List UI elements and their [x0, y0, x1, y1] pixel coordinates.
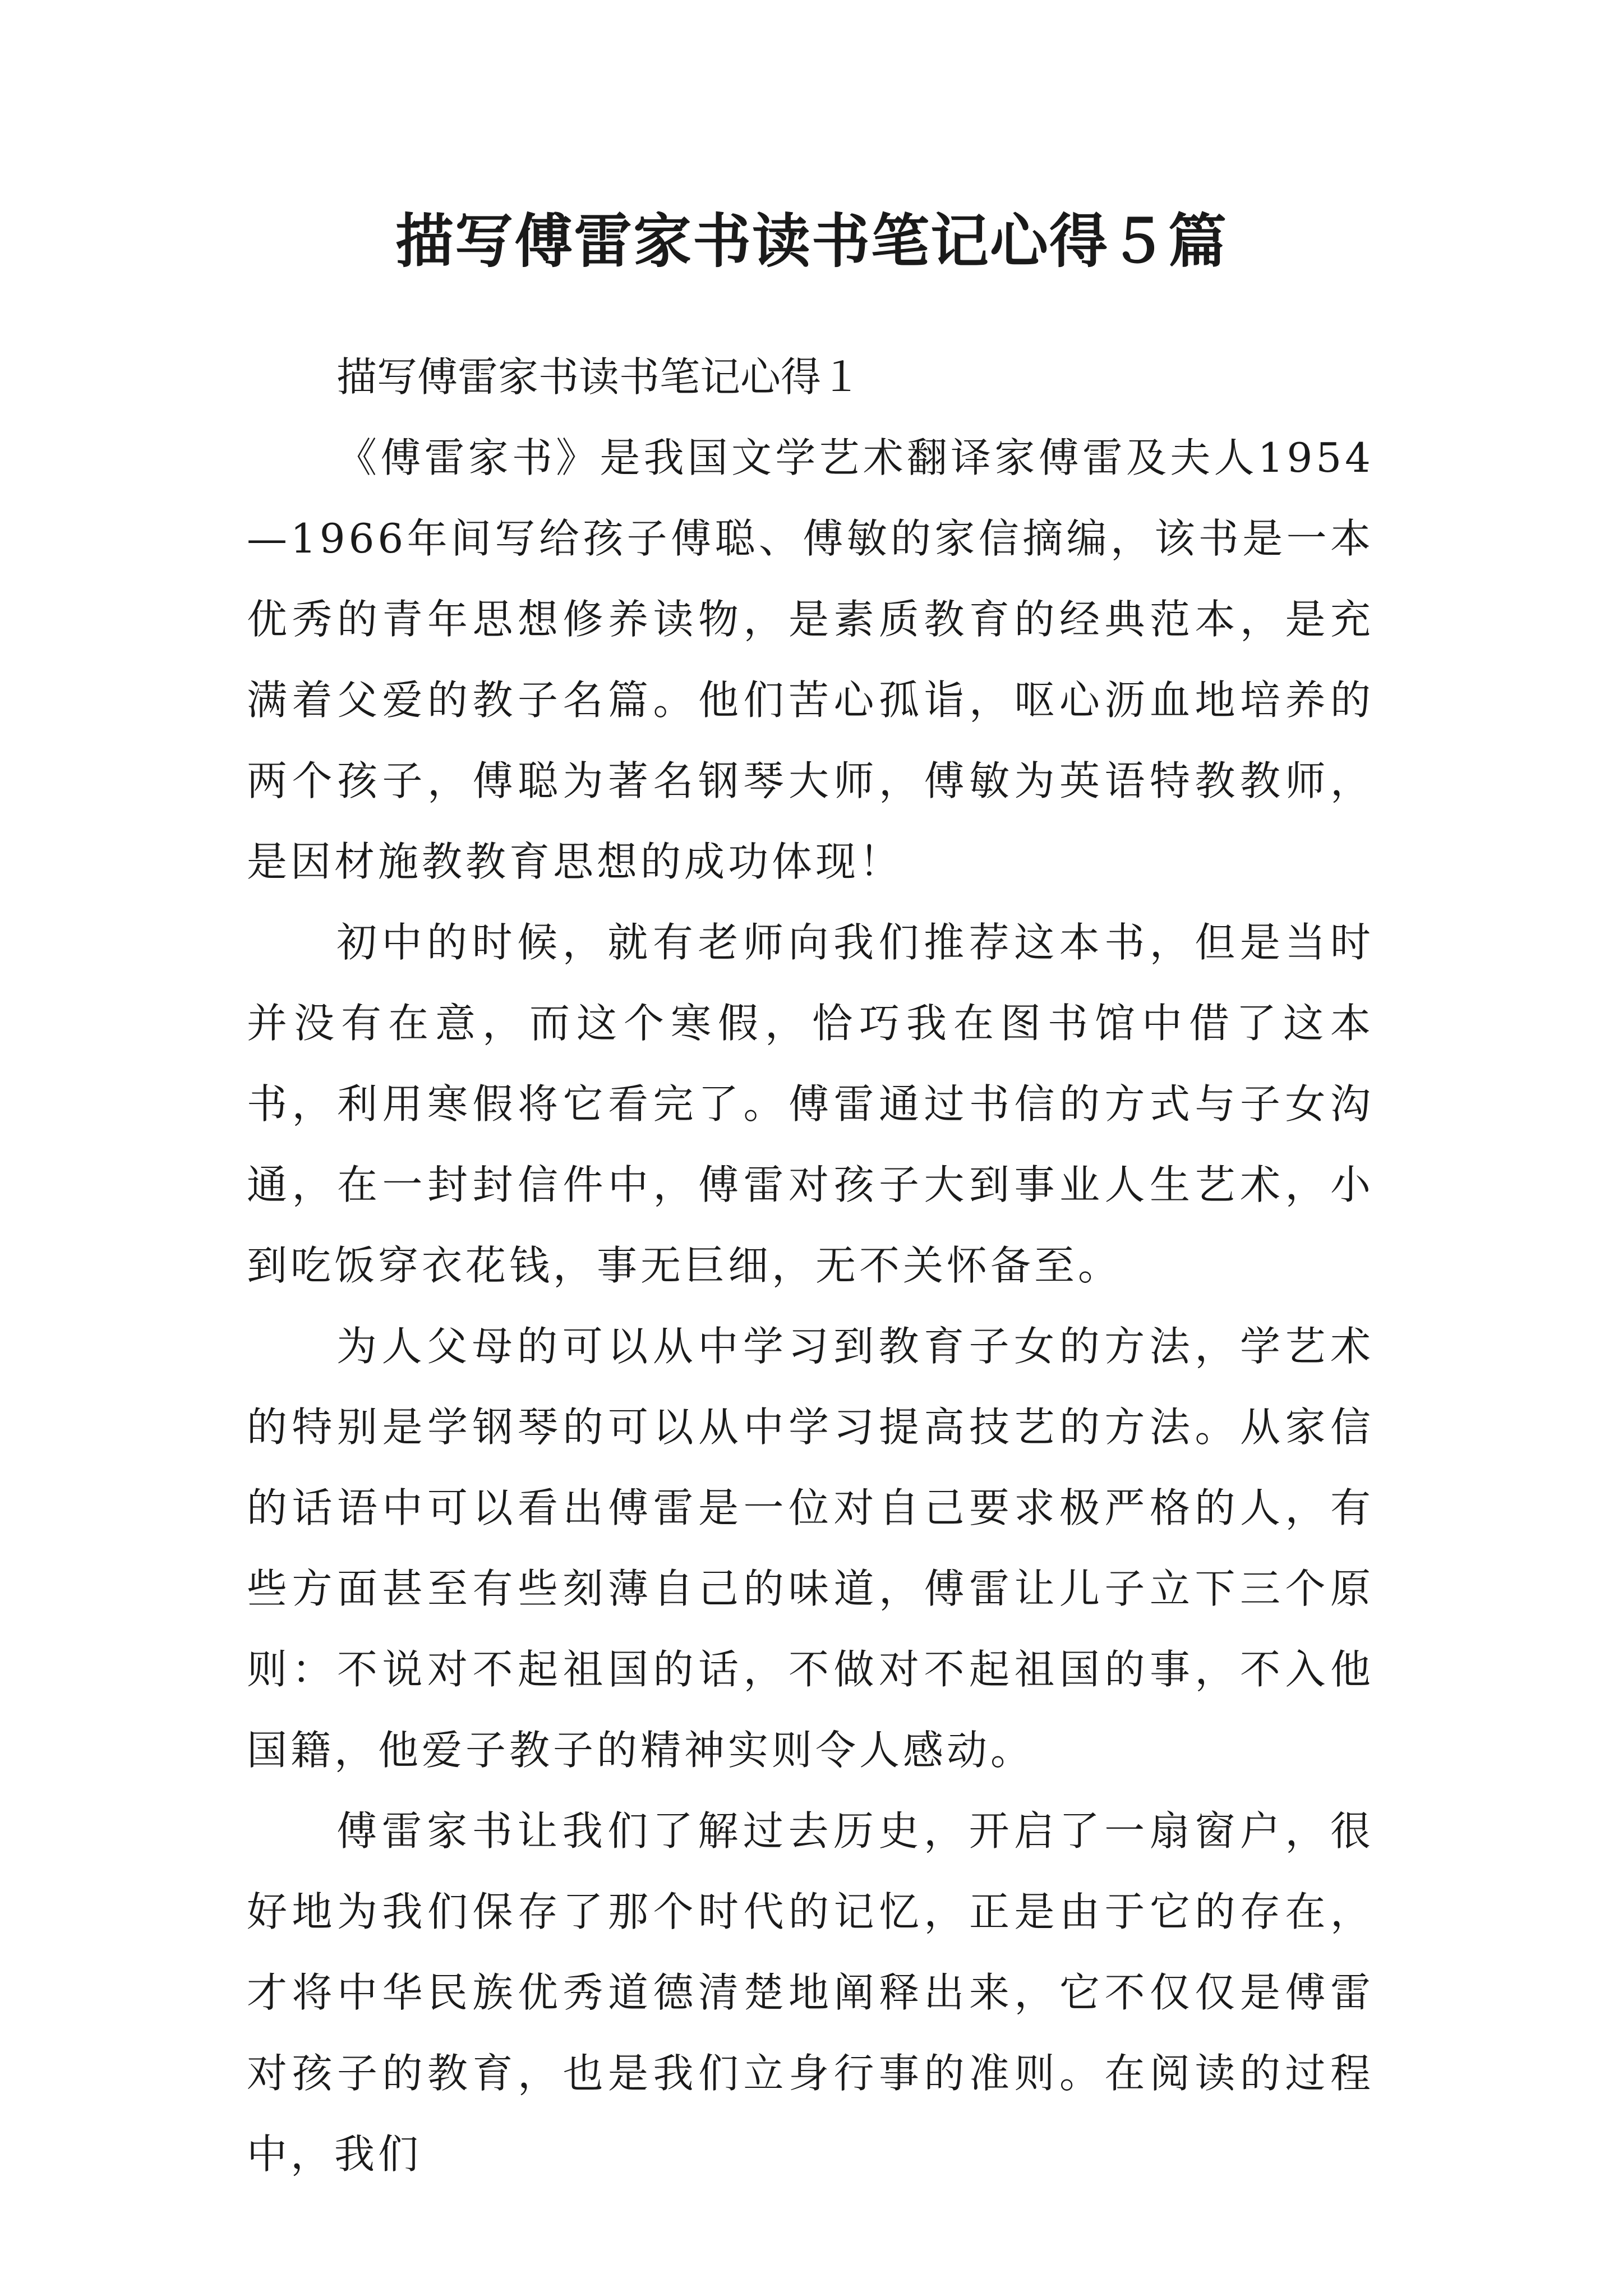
paragraph-1: 《傅雷家书》是我国文学艺术翻译家傅雷及夫人1954—1966年间写给孩子傅聪、傅敏的家信摘编，该书是一本优秀的青年思想修养读物，是素质教育的经典范本，是充满着父爱的教子名篇。他们苦心孤诣，呕心沥血地培养的两个孩子，傅聪为著名钢琴大师，傅敏为英语特教教师，是因材施教教育思想的成功体现！ — [247, 434, 1374, 885]
section-heading: 描写傅雷家书读书笔记心得１ — [336, 353, 862, 401]
document-body — [247, 337, 1374, 2194]
document-title: 描写傅雷家书读书笔记心得５篇 — [395, 206, 1228, 275]
paragraph-3: 为人父母的可以从中学习到教育子女的方法，学艺术的特别是学钢琴的可以从中学习提高技艺的方法。从家信的话语中可以看出傅雷是一位对自己要求极严格的人，有些方面甚至有些刻薄自己的味道，傅雷让儿子立下三个原则：不说对不起祖国的话，不做对不起祖国的事，不入他国籍，他爱子教子的精神实则令人感动。 — [247, 1323, 1374, 1774]
paragraph-2: 初中的时候，就有老师向我们推荐这本书，但是当时并没有在意，而这个寒假，恰巧我在图书馆中借了这本书，利用寒假将它看完了。傅雷通过书信的方式与子女沟通，在一封封信件中，傅雷对孩子大到事业人生艺术，小到吃饭穿衣花钱，事无巨细，无不关怀备至。 — [247, 919, 1374, 1289]
paragraph-4: 傅雷家书让我们了解过去历史，开启了一扇窗户，很好地为我们保存了那个时代的记忆，正是由于它的存在，才将中华民族优秀道德清楚地阐释出来，它不仅仅是傅雷对孩子的教育，也是我们立身行事的准则。在阅读的过程中，我们 — [247, 1807, 1374, 2178]
